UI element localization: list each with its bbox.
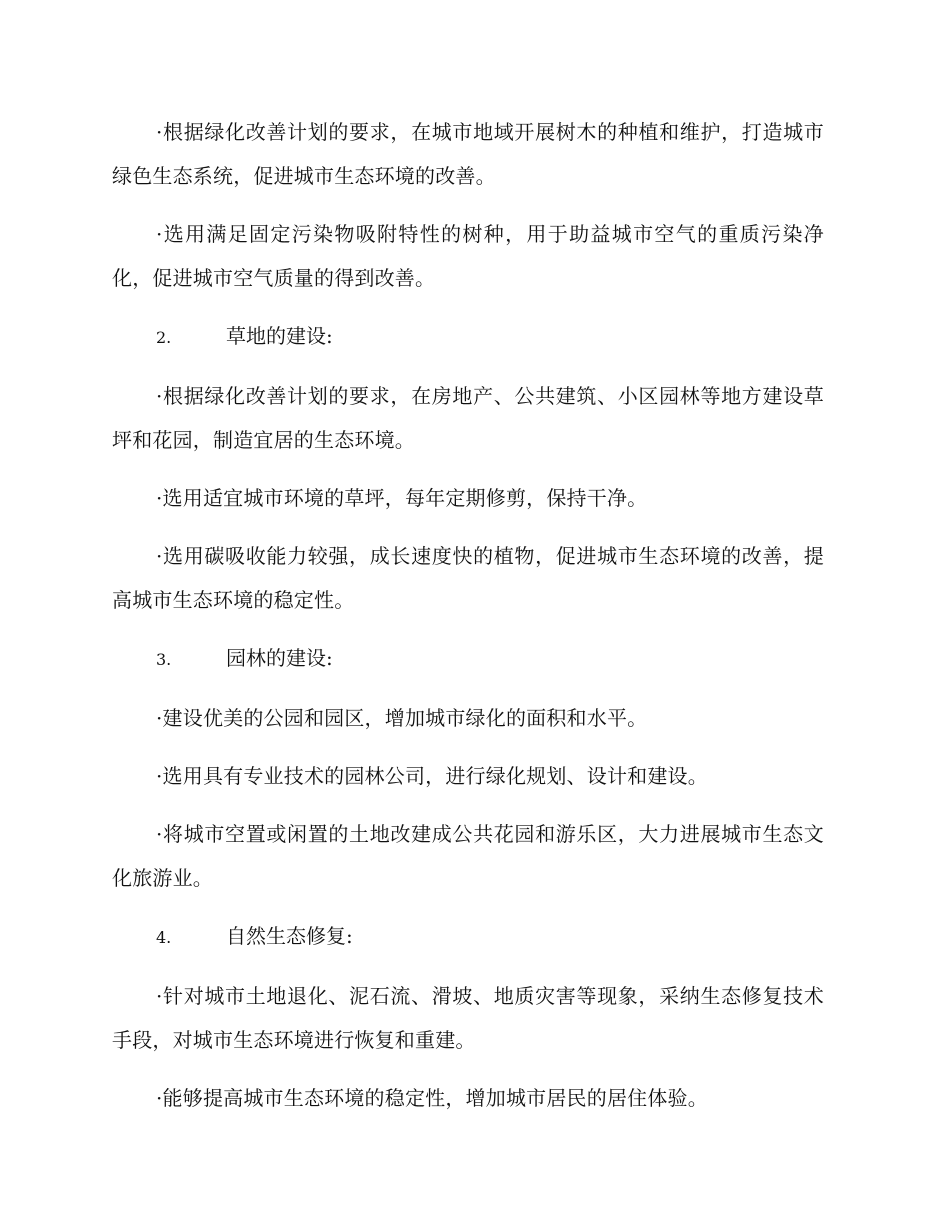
section-title: 草地的建设:: [226, 324, 333, 348]
paragraph-lawn-gardens: ·根据绿化改善计划的要求，在房地产、公共建筑、小区园林等地方建设草坪和花园，制造宜居的生态环境。: [112, 384, 824, 452]
section-title: 自然生态修复:: [226, 924, 353, 948]
section-heading-garden: [112, 636, 824, 682]
paragraph-carbon-plants: ·选用碳吸收能力较强，成长速度快的植物，促进城市生态环境的改善，提高城市生态环境的稳定性。: [112, 544, 824, 612]
paragraph-restoration-benefits: ·能够提高城市生态环境的稳定性，增加城市居民的居住体验。: [156, 1086, 708, 1110]
section-number: 3.: [156, 650, 172, 669]
paragraph-restoration-methods: ·针对城市土地退化、泥石流、滑坡、地质灾害等现象，采纳生态修复技术手段，对城市生态环境进行恢复和重建。: [112, 984, 824, 1052]
section-number: 2.: [156, 328, 172, 347]
paragraph-tree-planting: ·根据绿化改善计划的要求，在城市地域开展树木的种植和维护，打造城市绿色生态系统，促进城市生态环境的改善。: [112, 120, 824, 188]
paragraph-lawn-maintenance: ·选用适宜城市环境的草坪，每年定期修剪，保持干净。: [156, 486, 648, 510]
paragraph-vacant-land: ·将城市空置或闲置的土地改建成公共花园和游乐区，大力进展城市生态文化旅游业。: [112, 822, 824, 890]
section-title: 园林的建设:: [226, 646, 333, 670]
paragraph-tree-species: ·选用满足固定污染物吸附特性的树种，用于助益城市空气的重质污染净化，促进城市空气质量的得到改善。: [112, 222, 824, 290]
section-heading-ecological-restoration: [112, 914, 824, 960]
paragraph-parks: ·建设优美的公园和园区，增加城市绿化的面积和水平。: [156, 706, 648, 730]
paragraph-landscape-company: ·选用具有专业技术的园林公司，进行绿化规划、设计和建设。: [156, 764, 708, 788]
document-body: [112, 110, 824, 1134]
section-number: 4.: [156, 928, 172, 947]
section-heading-grassland: [112, 314, 824, 360]
